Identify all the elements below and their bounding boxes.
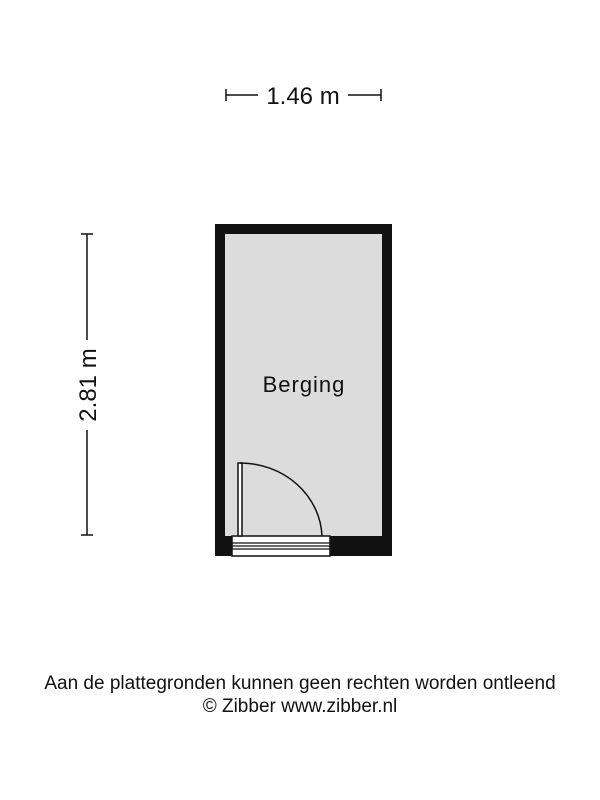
wall-top xyxy=(215,224,392,234)
height-dimension xyxy=(75,234,102,535)
wall-right xyxy=(382,224,392,556)
copyright-text: © Zibber www.zibber.nl xyxy=(202,696,398,717)
height-dimension-label: 2.81 m xyxy=(75,348,102,422)
wall-bottom-right xyxy=(330,536,392,556)
width-dimension-label: 1.46 m xyxy=(266,83,340,110)
room-berging xyxy=(215,224,392,556)
door-leaf xyxy=(238,463,242,536)
wall-bottom-left xyxy=(215,536,232,556)
room-label: Berging xyxy=(262,372,346,397)
disclaimer-text: Aan de plattegronden kunnen geen rechten worden ontleend xyxy=(44,673,556,694)
wall-left xyxy=(215,224,225,556)
width-dimension xyxy=(226,83,381,110)
